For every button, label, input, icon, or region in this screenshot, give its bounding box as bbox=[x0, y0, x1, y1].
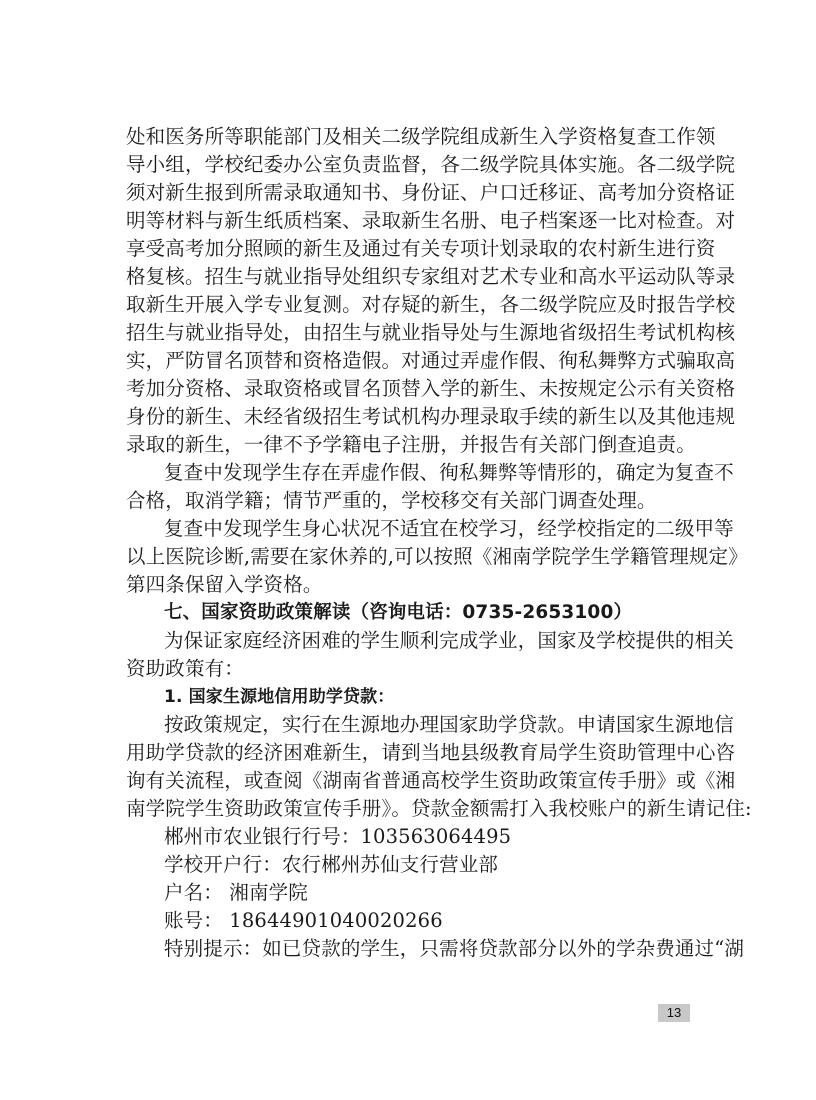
paragraph-line: 处和医务所等职能部门及相关二级学院组成新生入学资格复查工作领 bbox=[126, 125, 716, 148]
paragraph-line: 享受高考加分照顾的新生及通过有关专项计划录取的农村新生进行资 bbox=[126, 237, 716, 260]
paragraph-line: 第四条保留入学资格。 bbox=[126, 573, 323, 596]
paragraph-line: 须对新生报到所需录取通知书、身份证、户口迁移证、高考加分资格证 bbox=[126, 181, 736, 204]
account-number-line: 账号： 18644901040020266 bbox=[164, 909, 443, 932]
account-name-line: 户名： 湘南学院 bbox=[164, 881, 308, 904]
paragraph-line: 考加分资格、录取资格或冒名顶替入学的新生、未按规定公示有关资格 bbox=[126, 377, 736, 400]
paragraph-line: 实，严防冒名顶替和资格造假。对通过弄虚作假、徇私舞弊方式骗取高 bbox=[126, 349, 736, 372]
paragraph-line: 身份的新生、未经省级招生考试机构办理录取手续的新生以及其他违规 bbox=[126, 405, 736, 428]
paragraph-line: 复查中发现学生身心状况不适宜在校学习，经学校指定的二级甲等 bbox=[164, 517, 734, 540]
paragraph-line: 按政策规定，实行在生源地办理国家助学贷款。申请国家生源地信 bbox=[164, 713, 734, 736]
subsection-heading: 1. 国家生源地信用助学贷款： bbox=[164, 687, 395, 707]
paragraph-line: 为保证家庭经济困难的学生顺利完成学业，国家及学校提供的相关 bbox=[164, 629, 734, 652]
paragraph-line: 资助政策有： bbox=[126, 657, 244, 680]
paragraph-line: 合格，取消学籍；情节严重的，学校移交有关部门调查处理。 bbox=[126, 489, 657, 512]
page-number: 13 bbox=[658, 1004, 690, 1022]
paragraph-line: 以上医院诊断,需要在家休养的,可以按照《湘南学院学生学籍管理规定》 bbox=[126, 545, 748, 568]
special-note-line: 特别提示：如已贷款的学生，只需将贷款部分以外的学杂费通过“湖 bbox=[164, 937, 744, 960]
paragraph-line: 导小组，学校纪委办公室负责监督，各二级学院具体实施。各二级学院 bbox=[126, 153, 736, 176]
paragraph-line: 格复核。招生与就业指导处组织专家组对艺术专业和高水平运动队等录 bbox=[126, 265, 736, 288]
bank-branch-line: 学校开户行：农行郴州苏仙支行营业部 bbox=[164, 853, 499, 876]
section-heading: 七、国家资助政策解读（咨询电话：0735-2653100） bbox=[164, 602, 633, 623]
paragraph-line: 复查中发现学生存在弄虚作假、徇私舞弊等情形的，确定为复查不 bbox=[164, 461, 734, 484]
paragraph-line: 招生与就业指导处，由招生与就业指导处与生源地省级招生考试机构核 bbox=[126, 321, 736, 344]
paragraph-line: 询有关流程，或查阅《湖南省普通高校学生资助政策宣传手册》或《湘 bbox=[126, 769, 736, 792]
paragraph-line: 南学院学生资助政策宣传手册》。贷款金额需打入我校账户的新生请记住: bbox=[126, 797, 752, 820]
paragraph-line: 取新生开展入学专业复测。对存疑的新生，各二级学院应及时报告学校 bbox=[126, 293, 736, 316]
paragraph-line: 用助学贷款的经济困难新生，请到当地县级教育局学生资助管理中心咨 bbox=[126, 741, 736, 764]
paragraph-line: 录取的新生，一律不予学籍电子注册，并报告有关部门倒查追责。 bbox=[126, 433, 696, 456]
bank-code-line: 郴州市农业银行行号：103563064495 bbox=[164, 825, 512, 848]
paragraph-line: 明等材料与新生纸质档案、录取新生名册、电子档案逐一比对检查。对 bbox=[126, 209, 736, 232]
